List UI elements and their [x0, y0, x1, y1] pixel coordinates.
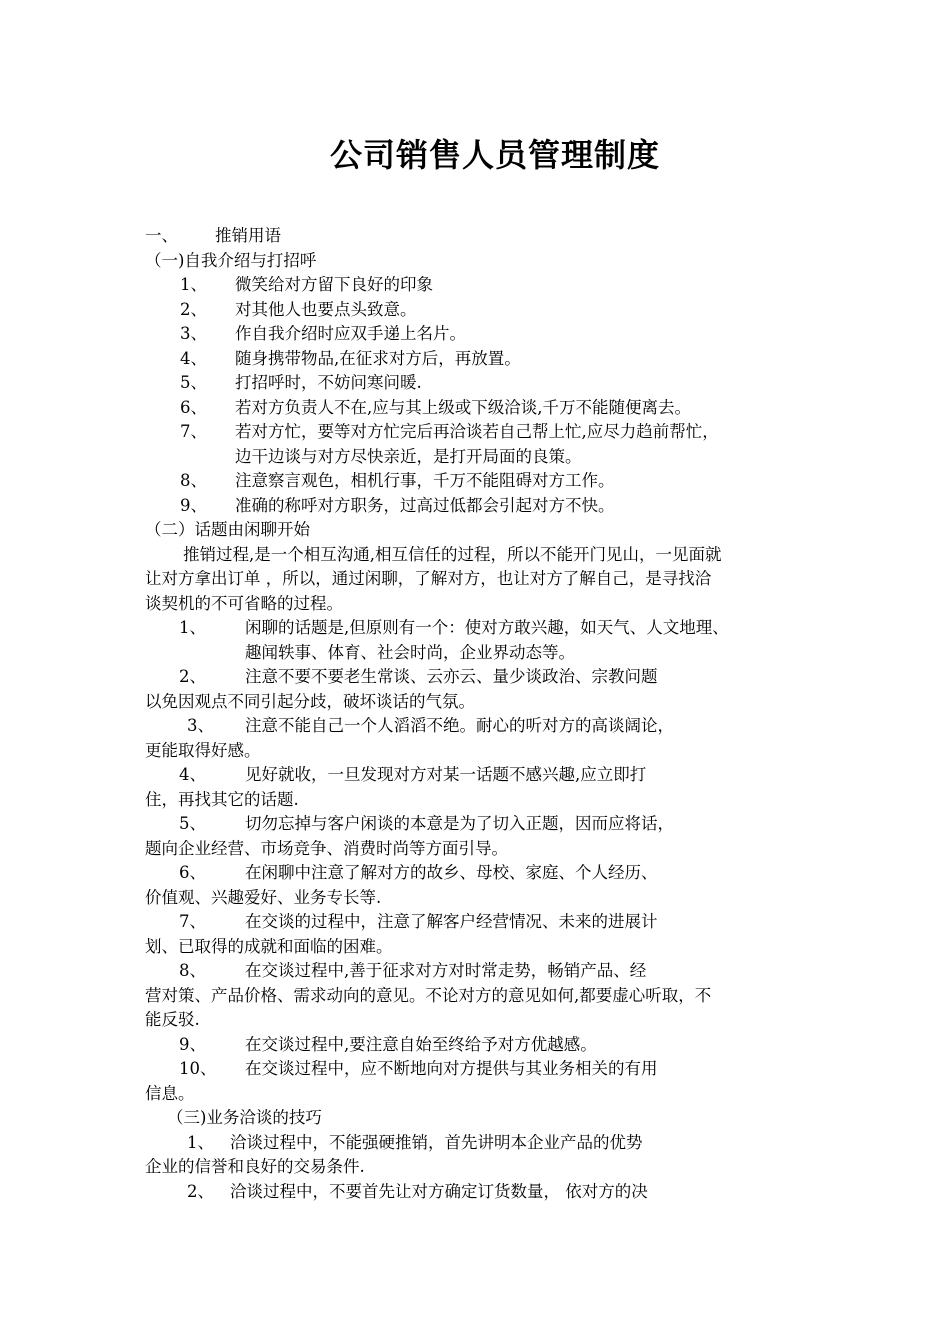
item-text: 洽谈过程中，不能强硬推销，首先讲明本企业产品的优势	[230, 1132, 643, 1152]
document-body	[145, 224, 810, 1204]
item-number: 2、	[179, 667, 206, 686]
list-item-line	[145, 1180, 810, 1205]
item-text: 边干边谈与对方尽快亲近，是打开局面的良策。	[235, 446, 582, 466]
list-item-line	[145, 714, 810, 739]
item-number: 9、	[180, 495, 207, 515]
item-number: 1、	[179, 618, 206, 637]
item-text: 在交谈的过程中，注意了解客户经营情况、未来的进展计	[245, 912, 658, 931]
list-item-line	[145, 812, 810, 837]
list-item-line	[145, 616, 810, 641]
list-item-line	[145, 347, 810, 372]
item-number: 9、	[179, 1034, 206, 1054]
part1-list	[145, 273, 810, 518]
list-item-line	[145, 1033, 810, 1058]
part2-intro	[145, 543, 810, 617]
item-number: 6、	[179, 863, 206, 882]
item-text: 见好就收，一旦发现对方对某一话题不感兴趣,应立即打	[245, 765, 647, 784]
list-item-line	[145, 1057, 810, 1082]
section-heading	[145, 224, 810, 249]
item-text: 注意不要不要老生常谈、云亦云、量少谈政治、宗教问题	[245, 667, 658, 686]
item-text: 在交谈过程中,要注意自始至终给予对方优越感。	[245, 1034, 597, 1054]
item-text: 洽谈过程中，不要首先让对方确定订货数量， 依对方的决	[230, 1181, 648, 1201]
list-item-line	[145, 298, 810, 323]
item-text: 准确的称呼对方职务，过高过低都会引起对方不快。	[235, 495, 615, 515]
item-text: 切勿忘掉与客户闲谈的本意是为了切入正题，因而应将话，	[245, 814, 674, 833]
item-text: 在交谈过程中,善于征求对方对时常走势，畅销产品、经	[245, 961, 647, 980]
item-text: 随身携带物品,在征求对方后，再放置。	[235, 348, 521, 368]
item-text: 在闲聊中注意了解对方的故乡、母校、家庭、个人经历、	[245, 863, 658, 882]
item-text: 微笑给对方留下良好的印象	[235, 275, 433, 294]
item-number: 5、	[179, 814, 206, 833]
list-item-line	[145, 861, 810, 886]
list-item-line: 题向企业经营、市场竞争、消费时尚等方面引导。	[145, 838, 508, 858]
list-item-line: 更能取得好感。	[145, 740, 261, 760]
page-title: 公司销售人员管理制度	[329, 136, 660, 174]
item-number: 3、	[180, 324, 207, 343]
list-item-line	[145, 420, 810, 445]
list-item-line: 住，再找其它的话题.	[145, 789, 299, 809]
item-text: 注意察言观色，相机行事，千万不能阻碍对方工作。	[235, 471, 615, 490]
item-text: 在交谈过程中，应不断地向对方提供与其业务相关的有用	[245, 1059, 658, 1078]
item-number: 2、	[180, 299, 207, 319]
list-item-line	[145, 469, 810, 494]
part3-list	[145, 1131, 810, 1205]
item-number: 10、	[179, 1059, 217, 1078]
item-number: 8、	[180, 471, 207, 490]
list-item-line	[145, 910, 810, 935]
list-item-line	[145, 445, 810, 470]
section-title: 推销用语	[215, 226, 281, 245]
item-text: 作自我介绍时应双手递上名片。	[235, 324, 466, 343]
paragraph-line: 谈契机的不可省略的过程。	[145, 593, 343, 613]
list-item-line: 划、已取得的成就和面临的困难。	[145, 936, 393, 956]
list-item-line: 趣闻轶事、体育、社会时尚，企业界动态等。	[245, 642, 575, 662]
paragraph-line: 让对方拿出订单 ，所以，通过闲聊，了解对方，也让对方了解自己，是寻找洽	[145, 569, 712, 588]
list-item-line	[145, 371, 810, 396]
item-text: 打招呼时，不妨问寒问暖.	[235, 373, 422, 392]
list-item-line	[145, 1131, 810, 1156]
item-text: 注意不能自己一个人滔滔不绝。耐心的听对方的高谈阔论，	[245, 716, 674, 735]
list-item-line: 价值观、兴趣爱好、业务专长等.	[145, 887, 382, 907]
list-item-line: 营对策、产品价格、需求动向的意见。不论对方的意见如何,都要虚心听取，不	[145, 985, 712, 1005]
item-text: 对其他人也要点头致意。	[235, 299, 417, 319]
item-number: 4、	[179, 765, 206, 784]
list-item-line	[145, 273, 810, 298]
list-item-line: 信息。	[145, 1083, 195, 1103]
paragraph-line: 推销过程,是一个相互沟通,相互信任的过程，所以不能开门见山，一见面就	[183, 544, 722, 564]
item-number: 6、	[180, 397, 207, 417]
subsection-heading: （二）话题由闲聊开始	[145, 520, 310, 539]
list-item-line	[145, 494, 810, 519]
part2-list	[145, 616, 810, 1106]
list-item-line	[145, 322, 810, 347]
list-item-line	[145, 665, 810, 690]
item-number: 5、	[180, 373, 207, 392]
item-number: 1、	[187, 1132, 214, 1152]
item-number: 8、	[179, 961, 206, 980]
item-number: 4、	[180, 348, 207, 368]
item-text: 若对方负责人不在,应与其上级或下级洽谈,千万不能随便离去。	[235, 397, 691, 417]
item-text: 若对方忙，要等对方忙完后再洽谈若自己帮上忙,应尽力趋前帮忙，	[235, 422, 719, 441]
list-item-line: 以免因观点不同引起分歧，破坏谈话的气氛。	[145, 691, 475, 711]
list-item-line	[145, 396, 810, 421]
list-item-line: 企业的信誉和良好的交易条件.	[145, 1157, 365, 1176]
item-number: 1、	[180, 275, 207, 294]
list-item-line	[145, 959, 810, 984]
item-number: 7、	[180, 422, 207, 441]
section-number: 一、	[145, 226, 178, 245]
item-number: 3、	[187, 716, 214, 735]
list-item-line	[145, 763, 810, 788]
subsection-heading: （三)业务洽谈的技巧	[167, 1108, 322, 1127]
item-number: 7、	[179, 912, 206, 931]
item-text: 闲聊的话题是,但原则有一个：使对方敢兴趣，如天气、人文地理、	[245, 618, 729, 637]
item-number: 2、	[187, 1181, 214, 1201]
subsection-heading: （一)自我介绍与打招呼	[145, 250, 317, 270]
list-item-line: 能反驳.	[145, 1010, 200, 1029]
